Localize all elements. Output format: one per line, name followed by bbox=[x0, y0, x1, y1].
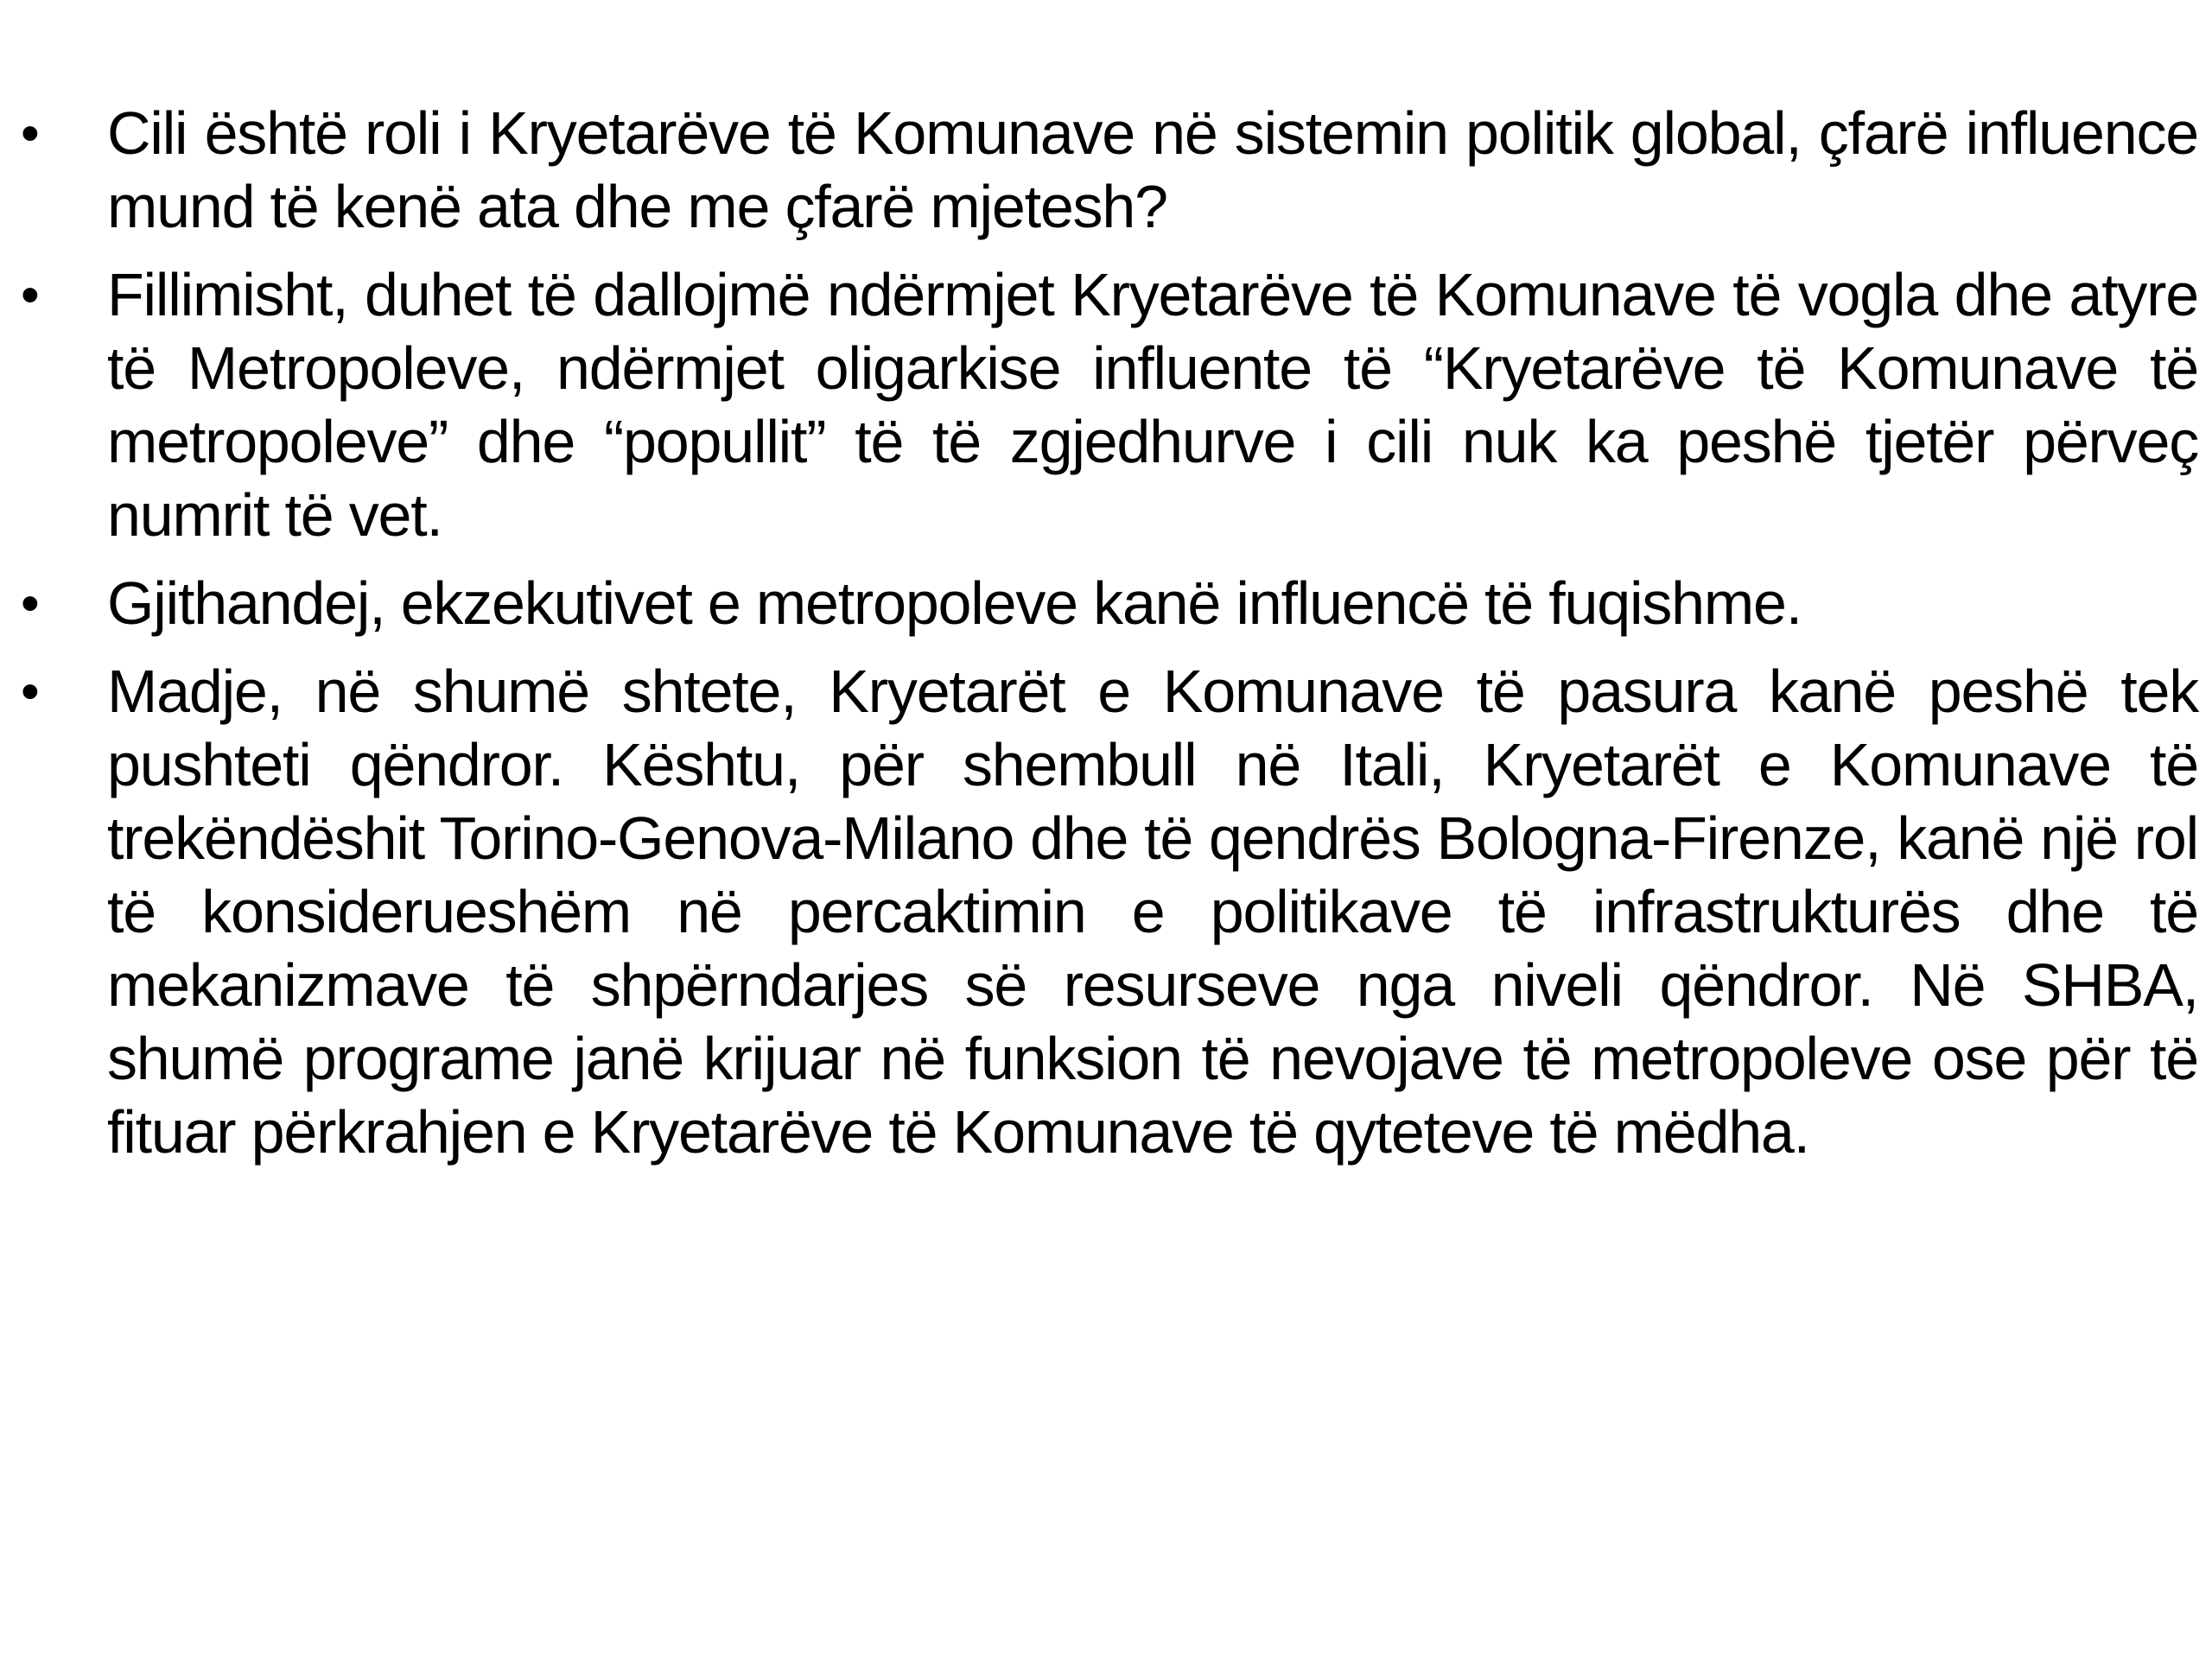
bullet-item-3 bbox=[21, 567, 2198, 640]
bullet-item-2 bbox=[21, 258, 2198, 552]
bullet-text: Fillimisht, duhet të dallojmë ndërmjet Kryetarëve të Komunave të vogla dhe atyre të Metropoleve, ndërmjet oligarkise influente të “Kryetarëve të Komunave të metropoleve” dhe “popullit” të të zgjedhurve i cili nuk ka peshë tjetër përveç numrit të vet. bbox=[107, 261, 2198, 549]
bullet-icon: • bbox=[21, 104, 40, 163]
bullet-icon: • bbox=[21, 265, 40, 325]
bullet-icon: • bbox=[21, 574, 40, 633]
bullet-text: Gjithandej, ekzekutivet e metropoleve kanë influencë të fuqishme. bbox=[107, 569, 1802, 637]
bullet-item-4 bbox=[21, 655, 2198, 1169]
bullet-icon: • bbox=[21, 662, 40, 721]
bullet-list bbox=[21, 97, 2198, 1184]
bullet-item-1 bbox=[21, 97, 2198, 244]
bullet-text: Madje, në shumë shtete, Kryetarët e Komunave të pasura kanë peshë tek pushteti qëndror. Kështu, për shembull në Itali, Kryetarët e Komunave të trekëndëshit Torino-Genova-Milano dhe të qendrës Bologna-Firenze, kanë një rol të konsiderueshëm në percaktimin e politikave të infrastrukturës dhe të mekanizmave të shpërndarjes së resurseve nga niveli qëndror. Në SHBA, shumë programe janë krijuar në funksion të nevojave të metropoleve ose për të fituar përkrahjen e Kryetarëve të Komunave të qyteteve të mëdha. bbox=[107, 658, 2198, 1166]
bullet-text: Cili është roli i Kryetarëve të Komunave në sistemin politik global, çfarë influence mund të kenë ata dhe me çfarë mjetesh? bbox=[107, 99, 2198, 240]
